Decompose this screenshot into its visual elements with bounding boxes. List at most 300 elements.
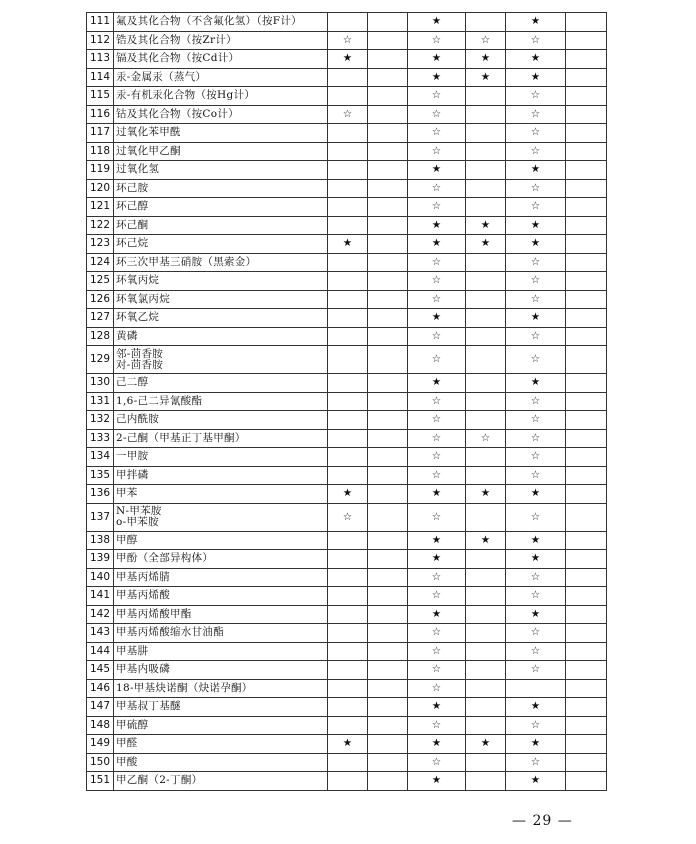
- empty-cell: [466, 642, 506, 661]
- substance-name: [114, 290, 328, 309]
- filled-star-mark: ★: [408, 68, 466, 87]
- table-row: [87, 253, 607, 272]
- row-number: 134: [87, 448, 114, 467]
- filled-star-mark: ★: [506, 161, 566, 180]
- row-number: 125: [87, 272, 114, 291]
- empty-cell: [328, 346, 368, 374]
- empty-cell: [328, 550, 368, 569]
- empty-cell: [328, 466, 368, 485]
- row-number: 148: [87, 716, 114, 735]
- substance-name-line: 甲基内吸磷: [116, 663, 170, 676]
- filled-star-mark: ★: [506, 698, 566, 717]
- substance-name-line: 环氧氯丙烷: [116, 292, 170, 305]
- empty-cell: [466, 309, 506, 328]
- empty-cell: [368, 87, 408, 106]
- substance-name: [114, 87, 328, 106]
- table-row: [87, 309, 607, 328]
- empty-cell: [466, 327, 506, 346]
- empty-cell: [566, 411, 607, 430]
- empty-cell: [368, 698, 408, 717]
- empty-cell: [566, 68, 607, 87]
- table-row: [87, 698, 607, 717]
- filled-star-mark: ★: [408, 531, 466, 550]
- empty-cell: [368, 624, 408, 643]
- filled-star-mark: ★: [408, 605, 466, 624]
- substance-name-line: 甲拌磷: [116, 468, 149, 481]
- substance-name: [114, 531, 328, 550]
- empty-cell: [566, 605, 607, 624]
- row-number: 113: [87, 50, 114, 69]
- substance-name-line: 甲乙酮（2-丁酮）: [116, 774, 203, 787]
- empty-cell: [566, 216, 607, 235]
- substance-name: [114, 753, 328, 772]
- empty-cell: [566, 179, 607, 198]
- hollow-star-mark: ☆: [506, 429, 566, 448]
- empty-cell: [368, 392, 408, 411]
- empty-cell: [466, 503, 506, 531]
- substance-name-line: 环己胺: [116, 181, 149, 194]
- substance-name-line: N-甲苯胺: [116, 505, 162, 517]
- hollow-star-mark: ☆: [506, 124, 566, 143]
- substance-name: [114, 587, 328, 606]
- filled-star-mark: ★: [408, 698, 466, 717]
- substance-name: [114, 161, 328, 180]
- substance-name: [114, 374, 328, 393]
- substance-name: [114, 253, 328, 272]
- empty-cell: [566, 105, 607, 124]
- hollow-star-mark: ☆: [506, 753, 566, 772]
- empty-cell: [566, 392, 607, 411]
- empty-cell: [466, 290, 506, 309]
- table-row: [87, 198, 607, 217]
- table-body: [87, 13, 607, 791]
- row-number: 141: [87, 587, 114, 606]
- filled-star-mark: ★: [328, 485, 368, 504]
- hollow-star-mark: ☆: [408, 716, 466, 735]
- empty-cell: [566, 31, 607, 50]
- empty-cell: [328, 179, 368, 198]
- empty-cell: [566, 50, 607, 69]
- filled-star-mark: ★: [506, 374, 566, 393]
- hollow-star-mark: ☆: [506, 448, 566, 467]
- table-row: [87, 124, 607, 143]
- row-number: 131: [87, 392, 114, 411]
- empty-cell: [368, 68, 408, 87]
- table-row: [87, 485, 607, 504]
- row-number: 124: [87, 253, 114, 272]
- empty-cell: [368, 142, 408, 161]
- table-row: [87, 716, 607, 735]
- empty-cell: [566, 772, 607, 791]
- row-number: 135: [87, 466, 114, 485]
- hollow-star-mark: ☆: [506, 587, 566, 606]
- hollow-star-mark: ☆: [408, 327, 466, 346]
- row-number: 150: [87, 753, 114, 772]
- empty-cell: [368, 411, 408, 430]
- hollow-star-mark: ☆: [408, 466, 466, 485]
- empty-cell: [368, 290, 408, 309]
- substance-name-line: 己二醇: [116, 376, 149, 389]
- substance-name-line: 己内酰胺: [116, 413, 160, 426]
- empty-cell: [368, 198, 408, 217]
- substance-name: [114, 448, 328, 467]
- hollow-star-mark: ☆: [506, 253, 566, 272]
- empty-cell: [368, 429, 408, 448]
- empty-cell: [368, 550, 408, 569]
- filled-star-mark: ★: [328, 235, 368, 254]
- hollow-star-mark: ☆: [408, 290, 466, 309]
- substance-name: [114, 642, 328, 661]
- row-number: 146: [87, 679, 114, 698]
- hollow-star-mark: ☆: [408, 198, 466, 217]
- empty-cell: [466, 105, 506, 124]
- empty-cell: [328, 327, 368, 346]
- row-number: 130: [87, 374, 114, 393]
- hollow-star-mark: ☆: [506, 642, 566, 661]
- hollow-star-mark: ☆: [408, 642, 466, 661]
- filled-star-mark: ★: [506, 309, 566, 328]
- substance-name-line: 环三次甲基三硝胺（黑索金）: [116, 255, 257, 268]
- row-number: 142: [87, 605, 114, 624]
- table-row: [87, 272, 607, 291]
- row-number: 122: [87, 216, 114, 235]
- substance-name-line: 甲苯: [116, 487, 138, 500]
- hollow-star-mark: ☆: [408, 661, 466, 680]
- table-row: [87, 346, 607, 374]
- empty-cell: [466, 124, 506, 143]
- empty-cell: [466, 374, 506, 393]
- empty-cell: [466, 698, 506, 717]
- substance-name: [114, 429, 328, 448]
- table-row: [87, 179, 607, 198]
- substance-name: [114, 309, 328, 328]
- hollow-star-mark: ☆: [408, 253, 466, 272]
- empty-cell: [466, 716, 506, 735]
- filled-star-mark: ★: [506, 531, 566, 550]
- hollow-star-mark: ☆: [408, 568, 466, 587]
- filled-star-mark: ★: [506, 216, 566, 235]
- table-row: [87, 735, 607, 754]
- row-number: 140: [87, 568, 114, 587]
- empty-cell: [368, 124, 408, 143]
- empty-cell: [506, 679, 566, 698]
- hollow-star-mark: ☆: [408, 124, 466, 143]
- empty-cell: [368, 309, 408, 328]
- substance-name-line: 汞-有机汞化合物（按Hg计）: [116, 89, 256, 102]
- substance-name: [114, 485, 328, 504]
- filled-star-mark: ★: [408, 550, 466, 569]
- hollow-star-mark: ☆: [408, 31, 466, 50]
- substance-name-line: 甲基丙烯酸: [116, 589, 170, 602]
- empty-cell: [368, 179, 408, 198]
- substance-name-line: 甲硫醇: [116, 718, 149, 731]
- substance-name-line: 环氧乙烷: [116, 311, 160, 324]
- table-row: [87, 290, 607, 309]
- substance-name: [114, 550, 328, 569]
- row-number: 143: [87, 624, 114, 643]
- table-row: [87, 605, 607, 624]
- empty-cell: [466, 411, 506, 430]
- empty-cell: [368, 346, 408, 374]
- table-row: [87, 466, 607, 485]
- empty-cell: [566, 346, 607, 374]
- empty-cell: [566, 587, 607, 606]
- substance-name-line: 甲酚（全部异构体）: [116, 552, 214, 565]
- filled-star-mark: ★: [506, 68, 566, 87]
- hollow-star-mark: ☆: [408, 429, 466, 448]
- filled-star-mark: ★: [408, 161, 466, 180]
- substance-name-line: 对-茴香胺: [116, 358, 164, 371]
- empty-cell: [368, 485, 408, 504]
- substance-name-line: 氟及其化合物（不含氟化氢）（按F计）: [116, 15, 302, 28]
- substance-name-line: 甲基丙烯腈: [116, 570, 170, 583]
- empty-cell: [368, 503, 408, 531]
- row-number: 117: [87, 124, 114, 143]
- substance-name-line: 环氧丙烷: [116, 274, 160, 287]
- empty-cell: [566, 698, 607, 717]
- row-number: 119: [87, 161, 114, 180]
- row-number: 128: [87, 327, 114, 346]
- substance-name-line: 环己醇: [116, 200, 149, 213]
- filled-star-mark: ★: [466, 485, 506, 504]
- empty-cell: [466, 568, 506, 587]
- substance-name-line: 甲基肼: [116, 644, 149, 657]
- substance-name: [114, 716, 328, 735]
- empty-cell: [566, 661, 607, 680]
- table-row: [87, 161, 607, 180]
- row-number: 129: [87, 346, 114, 374]
- hollow-star-mark: ☆: [506, 290, 566, 309]
- table-row: [87, 235, 607, 254]
- hollow-star-mark: ☆: [328, 105, 368, 124]
- empty-cell: [566, 531, 607, 550]
- row-number: 151: [87, 772, 114, 791]
- empty-cell: [466, 346, 506, 374]
- hollow-star-mark: ☆: [408, 105, 466, 124]
- table-row: [87, 531, 607, 550]
- filled-star-mark: ★: [408, 216, 466, 235]
- hollow-star-mark: ☆: [408, 411, 466, 430]
- row-number: 132: [87, 411, 114, 430]
- empty-cell: [368, 716, 408, 735]
- empty-cell: [328, 605, 368, 624]
- substance-name-line: 镉及其化合物（按Cd计）: [116, 52, 240, 65]
- hollow-star-mark: ☆: [408, 142, 466, 161]
- substance-name-line: 过氧化氢: [116, 163, 160, 176]
- substance-name-line: 环己烷: [116, 237, 149, 250]
- substance-name: [114, 198, 328, 217]
- table-row: [87, 216, 607, 235]
- table-row: [87, 568, 607, 587]
- empty-cell: [368, 31, 408, 50]
- empty-cell: [328, 161, 368, 180]
- hollow-star-mark: ☆: [506, 87, 566, 106]
- filled-star-mark: ★: [466, 216, 506, 235]
- row-number: 118: [87, 142, 114, 161]
- hollow-star-mark: ☆: [408, 624, 466, 643]
- filled-star-mark: ★: [466, 50, 506, 69]
- empty-cell: [466, 448, 506, 467]
- substance-name-line: 甲酸: [116, 755, 138, 768]
- empty-cell: [566, 485, 607, 504]
- filled-star-mark: ★: [466, 235, 506, 254]
- substance-name: [114, 179, 328, 198]
- substance-name-line: 邻-茴香胺: [116, 347, 164, 360]
- row-number: 112: [87, 31, 114, 50]
- substance-name-line: 甲醛: [116, 737, 138, 750]
- empty-cell: [566, 753, 607, 772]
- hollow-star-mark: ☆: [506, 392, 566, 411]
- table-row: [87, 503, 607, 531]
- empty-cell: [368, 605, 408, 624]
- substance-name: [114, 68, 328, 87]
- table-row: [87, 624, 607, 643]
- substance-name: [114, 772, 328, 791]
- substance-name-line: 过氧化甲乙酮: [116, 144, 181, 157]
- filled-star-mark: ★: [408, 772, 466, 791]
- hollow-star-mark: ☆: [506, 661, 566, 680]
- empty-cell: [328, 698, 368, 717]
- table-row: [87, 31, 607, 50]
- substance-name: [114, 105, 328, 124]
- substance-name: [114, 661, 328, 680]
- substance-name-line: 甲醇: [116, 533, 138, 546]
- table-row: [87, 50, 607, 69]
- empty-cell: [368, 679, 408, 698]
- hollow-star-mark: ☆: [408, 392, 466, 411]
- table-row: [87, 411, 607, 430]
- empty-cell: [328, 142, 368, 161]
- row-number: 136: [87, 485, 114, 504]
- empty-cell: [328, 661, 368, 680]
- empty-cell: [566, 374, 607, 393]
- table-row: [87, 679, 607, 698]
- empty-cell: [466, 198, 506, 217]
- table-row: [87, 392, 607, 411]
- filled-star-mark: ★: [506, 735, 566, 754]
- hollow-star-mark: ☆: [408, 753, 466, 772]
- filled-star-mark: ★: [408, 235, 466, 254]
- filled-star-mark: ★: [466, 735, 506, 754]
- empty-cell: [368, 374, 408, 393]
- substance-name: [114, 568, 328, 587]
- table-row: [87, 642, 607, 661]
- empty-cell: [566, 253, 607, 272]
- hollow-star-mark: ☆: [408, 587, 466, 606]
- empty-cell: [566, 550, 607, 569]
- page-number: — 29 —: [512, 813, 573, 829]
- empty-cell: [466, 550, 506, 569]
- substance-name-line: 2-己酮（甲基正丁基甲酮）: [116, 431, 246, 444]
- empty-cell: [368, 105, 408, 124]
- table-row: [87, 374, 607, 393]
- empty-cell: [328, 772, 368, 791]
- filled-star-mark: ★: [408, 374, 466, 393]
- empty-cell: [368, 253, 408, 272]
- substance-name-line: 黄磷: [116, 329, 138, 342]
- table-row: [87, 661, 607, 680]
- empty-cell: [466, 661, 506, 680]
- empty-cell: [368, 466, 408, 485]
- substance-name: [114, 411, 328, 430]
- row-number: 115: [87, 87, 114, 106]
- empty-cell: [566, 448, 607, 467]
- empty-cell: [566, 642, 607, 661]
- hollow-star-mark: ☆: [328, 503, 368, 531]
- table-row: [87, 753, 607, 772]
- hollow-star-mark: ☆: [506, 105, 566, 124]
- empty-cell: [566, 466, 607, 485]
- substance-name: [114, 735, 328, 754]
- empty-cell: [368, 327, 408, 346]
- hollow-star-mark: ☆: [408, 679, 466, 698]
- substance-name-line: 1,6-己二异氰酸酯: [116, 394, 203, 407]
- substance-name: [114, 235, 328, 254]
- empty-cell: [328, 531, 368, 550]
- row-number: 121: [87, 198, 114, 217]
- substance-name: [114, 50, 328, 69]
- empty-cell: [466, 624, 506, 643]
- empty-cell: [328, 429, 368, 448]
- empty-cell: [566, 568, 607, 587]
- table-row: [87, 142, 607, 161]
- substance-name: [114, 624, 328, 643]
- substance-name: [114, 346, 328, 374]
- empty-cell: [466, 272, 506, 291]
- empty-cell: [328, 679, 368, 698]
- hollow-star-mark: ☆: [408, 87, 466, 106]
- filled-star-mark: ★: [466, 68, 506, 87]
- hollow-star-mark: ☆: [506, 411, 566, 430]
- empty-cell: [368, 13, 408, 32]
- substance-table: [86, 12, 607, 791]
- empty-cell: [328, 374, 368, 393]
- substance-name-line: 过氧化苯甲酰: [116, 126, 181, 139]
- substance-name: [114, 124, 328, 143]
- hollow-star-mark: ☆: [466, 429, 506, 448]
- hollow-star-mark: ☆: [506, 142, 566, 161]
- empty-cell: [368, 235, 408, 254]
- hollow-star-mark: ☆: [506, 503, 566, 531]
- empty-cell: [566, 272, 607, 291]
- row-number: 123: [87, 235, 114, 254]
- row-number: 145: [87, 661, 114, 680]
- empty-cell: [466, 587, 506, 606]
- empty-cell: [328, 716, 368, 735]
- substance-name: [114, 679, 328, 698]
- empty-cell: [566, 87, 607, 106]
- filled-star-mark: ★: [328, 50, 368, 69]
- empty-cell: [466, 753, 506, 772]
- substance-name: [114, 503, 328, 531]
- substance-name: [114, 272, 328, 291]
- hollow-star-mark: ☆: [506, 624, 566, 643]
- filled-star-mark: ★: [506, 605, 566, 624]
- substance-name-line: 一甲胺: [116, 450, 149, 463]
- hollow-star-mark: ☆: [408, 503, 466, 531]
- empty-cell: [328, 642, 368, 661]
- substance-name: [114, 13, 328, 32]
- table-row: [87, 68, 607, 87]
- hollow-star-mark: ☆: [506, 31, 566, 50]
- row-number: 126: [87, 290, 114, 309]
- substance-name-line: 汞-金属汞（蒸气）: [116, 70, 207, 83]
- filled-star-mark: ★: [408, 309, 466, 328]
- hollow-star-mark: ☆: [506, 179, 566, 198]
- empty-cell: [566, 124, 607, 143]
- empty-cell: [466, 253, 506, 272]
- hollow-star-mark: ☆: [466, 31, 506, 50]
